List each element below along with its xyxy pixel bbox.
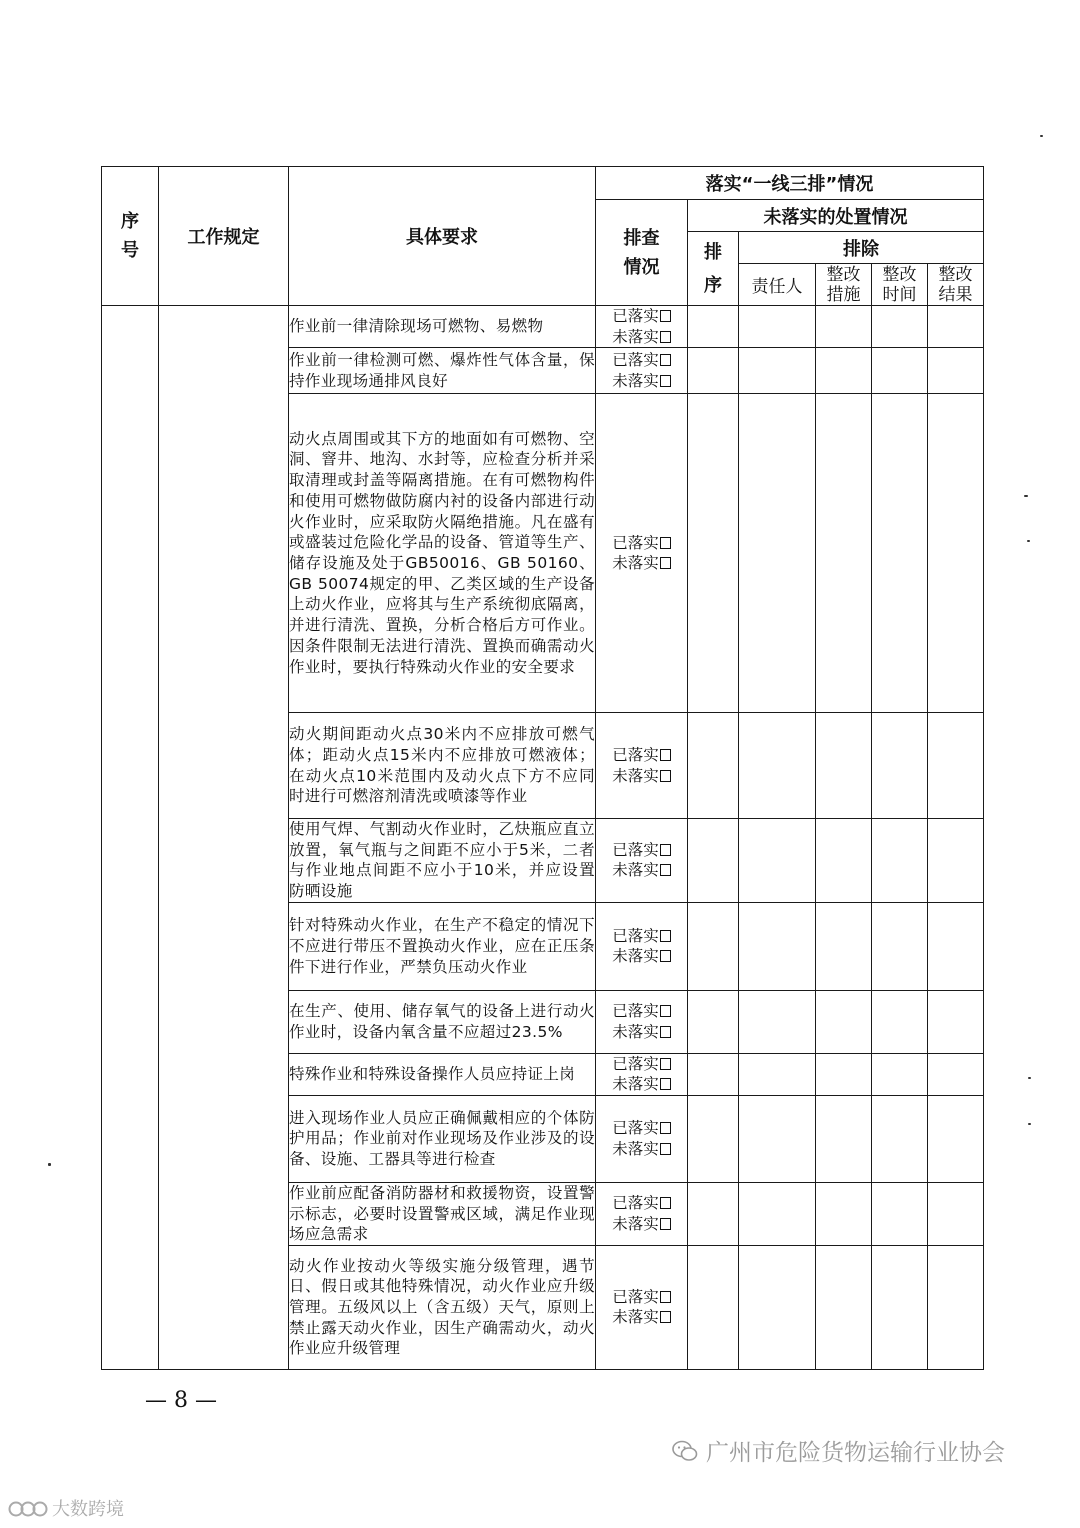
result-cell[interactable] — [928, 902, 984, 990]
checkbox-icon[interactable] — [660, 1311, 671, 1323]
check-status-cell — [596, 348, 688, 394]
rule-cell — [159, 306, 289, 1370]
measure-cell[interactable] — [816, 902, 872, 990]
requirement-cell: 作业前应配备消防器材和救援物资，设置警示标志，必要时设置警戒区域，满足作业现场应急需求 — [289, 1182, 596, 1245]
measure-cell[interactable] — [816, 348, 872, 394]
sort-cell[interactable] — [688, 1095, 739, 1182]
checkbox-icon[interactable] — [660, 1005, 671, 1017]
status-done-option[interactable]: 已落实 — [596, 1193, 687, 1214]
scan-speck — [1040, 135, 1043, 137]
sort-cell[interactable] — [688, 990, 739, 1053]
header-result: 整改结果 — [928, 264, 984, 306]
status-not-done-option[interactable]: 未落实 — [596, 1022, 687, 1043]
page-number: — 8 — — [145, 1388, 217, 1413]
checkbox-icon[interactable] — [660, 864, 671, 876]
requirement-cell: 作业前一律检测可燃、爆炸性气体含量，保持作业现场通排风良好 — [289, 348, 596, 394]
checkbox-icon[interactable] — [660, 930, 671, 942]
measure-cell[interactable] — [816, 1182, 872, 1245]
result-cell[interactable] — [928, 819, 984, 903]
check-status-cell — [596, 990, 688, 1053]
header-eliminate: 排除 — [739, 232, 984, 264]
check-status-cell — [596, 1182, 688, 1245]
checkbox-icon[interactable] — [660, 770, 671, 782]
checkbox-icon[interactable] — [660, 1218, 671, 1230]
status-done-option[interactable]: 已落实 — [596, 745, 687, 766]
time-cell[interactable] — [872, 1095, 928, 1182]
status-done-option[interactable]: 已落实 — [596, 306, 687, 327]
sort-cell[interactable] — [688, 306, 739, 348]
requirement-cell: 针对特殊动火作业，在生产不稳定的情况下不应进行带压不置换动火作业，应在正压条件下进行作业，严禁负压动火作业 — [289, 902, 596, 990]
status-not-done-option[interactable]: 未落实 — [596, 371, 687, 392]
checkbox-icon[interactable] — [660, 557, 671, 569]
result-cell[interactable] — [928, 1053, 984, 1095]
checkbox-icon[interactable] — [660, 1058, 671, 1070]
person-cell[interactable] — [739, 348, 816, 394]
status-not-done-option[interactable]: 未落实 — [596, 553, 687, 574]
person-cell[interactable] — [739, 1245, 816, 1369]
status-not-done-option[interactable]: 未落实 — [596, 766, 687, 787]
checkbox-icon[interactable] — [660, 749, 671, 761]
scan-speck — [1028, 1123, 1031, 1125]
checkbox-icon[interactable] — [660, 1197, 671, 1209]
result-cell[interactable] — [928, 348, 984, 394]
measure-cell[interactable] — [816, 394, 872, 713]
sort-cell[interactable] — [688, 1245, 739, 1369]
person-cell[interactable] — [739, 990, 816, 1053]
checkbox-icon[interactable] — [660, 375, 671, 387]
requirement-cell: 作业前一律清除现场可燃物、易燃物 — [289, 306, 596, 348]
status-not-done-option[interactable]: 未落实 — [596, 1214, 687, 1235]
check-status-cell — [596, 1053, 688, 1095]
result-cell[interactable] — [928, 713, 984, 819]
time-cell[interactable] — [872, 348, 928, 394]
logo-icon — [8, 1497, 48, 1519]
requirement-cell: 动火期间距动火点30米内不应排放可燃气体；距动火点15米内不应排放可燃液体；在动火点10米范围内及动火点下方不应同时进行可燃溶剂清洗或喷漆等作业 — [289, 713, 596, 819]
checkbox-icon[interactable] — [660, 1291, 671, 1303]
person-cell[interactable] — [739, 306, 816, 348]
checkbox-icon[interactable] — [660, 1143, 671, 1155]
status-not-done-option[interactable]: 未落实 — [596, 327, 687, 348]
time-cell[interactable] — [872, 306, 928, 348]
status-done-option[interactable]: 已落实 — [596, 1054, 687, 1075]
result-cell[interactable] — [928, 306, 984, 348]
measure-cell[interactable] — [816, 990, 872, 1053]
sort-cell[interactable] — [688, 394, 739, 713]
requirement-cell: 动火点周围或其下方的地面如有可燃物、空洞、窨井、地沟、水封等，应检查分析并采取清理或封盖等隔离措施。在有可燃物构件和使用可燃物做防腐内衬的设备内部进行动火作业时，应采取防火隔绝措施。凡在盛有或盛装过危险化学品的设备、管道等生产、储存设施及处于GB50016、GB 50160、GB 50074规定的甲、乙类区域的生产设备上动火作业，应将其与生产系统彻底隔离，并进行清洗、置换，分析合格后方可作业。因条件限制无法进行清洗、置换而确需动火作业时，要执行特殊动火作业的安全要求 — [289, 394, 596, 713]
status-done-option[interactable]: 已落实 — [596, 533, 687, 554]
scan-speck — [1028, 1077, 1031, 1079]
check-status-cell — [596, 394, 688, 713]
requirement-cell: 使用气焊、气割动火作业时，乙炔瓶应直立放置，氧气瓶与之间距不应小于5米，二者与作业地点间距不应小于10米，并应设置防晒设施 — [289, 819, 596, 903]
status-not-done-option[interactable]: 未落实 — [596, 946, 687, 967]
status-done-option[interactable]: 已落实 — [596, 1001, 687, 1022]
status-not-done-option[interactable]: 未落实 — [596, 860, 687, 881]
check-status-cell — [596, 819, 688, 903]
measure-cell[interactable] — [816, 1245, 872, 1369]
checkbox-icon[interactable] — [660, 1078, 671, 1090]
person-cell[interactable] — [739, 902, 816, 990]
table-row — [102, 306, 984, 348]
measure-cell[interactable] — [816, 1053, 872, 1095]
requirement-cell: 进入现场作业人员应正确佩戴相应的个体防护用品；作业前对作业现场及作业涉及的设备、设施、工器具等进行检查 — [289, 1095, 596, 1182]
sort-cell[interactable] — [688, 902, 739, 990]
scan-speck — [48, 1163, 51, 1166]
result-cell[interactable] — [928, 1095, 984, 1182]
requirement-cell: 特殊作业和特殊设备操作人员应持证上岗 — [289, 1053, 596, 1095]
person-cell[interactable] — [739, 1182, 816, 1245]
checkbox-icon[interactable] — [660, 354, 671, 366]
header-sort: 排序 — [688, 232, 739, 306]
seq-cell — [102, 306, 159, 1370]
checkbox-icon[interactable] — [660, 310, 671, 322]
sort-cell[interactable] — [688, 819, 739, 903]
header-seq: 序号 — [102, 167, 159, 306]
measure-cell[interactable] — [816, 819, 872, 903]
check-status-cell — [596, 902, 688, 990]
table-header — [102, 167, 984, 306]
sort-cell[interactable] — [688, 1053, 739, 1095]
person-cell[interactable] — [739, 394, 816, 713]
header-unfulfilled: 未落实的处置情况 — [688, 200, 984, 232]
measure-cell[interactable] — [816, 713, 872, 819]
header-requirement: 具体要求 — [289, 167, 596, 306]
person-cell[interactable] — [739, 1053, 816, 1095]
inspection-table — [101, 166, 984, 1370]
status-not-done-option[interactable]: 未落实 — [596, 1074, 687, 1095]
checkbox-icon[interactable] — [660, 1122, 671, 1134]
watermark-right — [672, 1434, 1005, 1467]
time-cell[interactable] — [872, 1053, 928, 1095]
result-cell[interactable] — [928, 394, 984, 713]
time-cell[interactable] — [872, 394, 928, 713]
person-cell[interactable] — [739, 713, 816, 819]
scan-speck — [1027, 540, 1030, 542]
person-cell[interactable] — [739, 819, 816, 903]
requirement-cell: 动火作业按动火等级实施分级管理，遇节日、假日或其他特殊情况，动火作业应升级管理。五级风以上（含五级）天气，原则上禁止露天动火作业，因生产确需动火，动火作业应升级管理 — [289, 1245, 596, 1369]
time-cell[interactable] — [872, 713, 928, 819]
check-status-cell — [596, 306, 688, 348]
status-done-option[interactable]: 已落实 — [596, 350, 687, 371]
status-done-option[interactable]: 已落实 — [596, 840, 687, 861]
measure-cell[interactable] — [816, 1095, 872, 1182]
result-cell[interactable] — [928, 1182, 984, 1245]
header-measure: 整改措施 — [816, 264, 872, 306]
header-group-title: 落实“一线三排”情况 — [596, 167, 984, 200]
watermark-right-text: 广州市危险货物运输行业协会 — [706, 1440, 1005, 1466]
sort-cell[interactable] — [688, 348, 739, 394]
header-time: 整改时间 — [872, 264, 928, 306]
time-cell[interactable] — [872, 1245, 928, 1369]
time-cell[interactable] — [872, 819, 928, 903]
status-done-option[interactable]: 已落实 — [596, 1118, 687, 1139]
status-not-done-option[interactable]: 未落实 — [596, 1139, 687, 1160]
watermark-left — [8, 1495, 124, 1521]
time-cell[interactable] — [872, 902, 928, 990]
time-cell[interactable] — [872, 1182, 928, 1245]
scan-speck — [1024, 495, 1028, 497]
watermark-left-text: 大数跨境 — [52, 1499, 124, 1520]
requirement-cell: 在生产、使用、储存氧气的设备上进行动火作业时，设备内氧含量不应超过23.5% — [289, 990, 596, 1053]
person-cell[interactable] — [739, 1095, 816, 1182]
checkbox-icon[interactable] — [660, 331, 671, 343]
header-person: 责任人 — [739, 264, 816, 306]
checkbox-icon[interactable] — [660, 1026, 671, 1038]
header-check: 排查情况 — [596, 200, 688, 306]
checkbox-icon[interactable] — [660, 844, 671, 856]
checkbox-icon[interactable] — [660, 537, 671, 549]
wechat-icon — [672, 1440, 698, 1462]
checkbox-icon[interactable] — [660, 950, 671, 962]
measure-cell[interactable] — [816, 306, 872, 348]
check-status-cell — [596, 713, 688, 819]
check-status-cell — [596, 1245, 688, 1369]
time-cell[interactable] — [872, 990, 928, 1053]
sort-cell[interactable] — [688, 713, 739, 819]
status-done-option[interactable]: 已落实 — [596, 926, 687, 947]
status-done-option[interactable]: 已落实 — [596, 1287, 687, 1308]
result-cell[interactable] — [928, 1245, 984, 1369]
header-rule: 工作规定 — [159, 167, 289, 306]
status-not-done-option[interactable]: 未落实 — [596, 1307, 687, 1328]
sort-cell[interactable] — [688, 1182, 739, 1245]
result-cell[interactable] — [928, 990, 984, 1053]
check-status-cell — [596, 1095, 688, 1182]
table-body — [102, 306, 984, 1370]
